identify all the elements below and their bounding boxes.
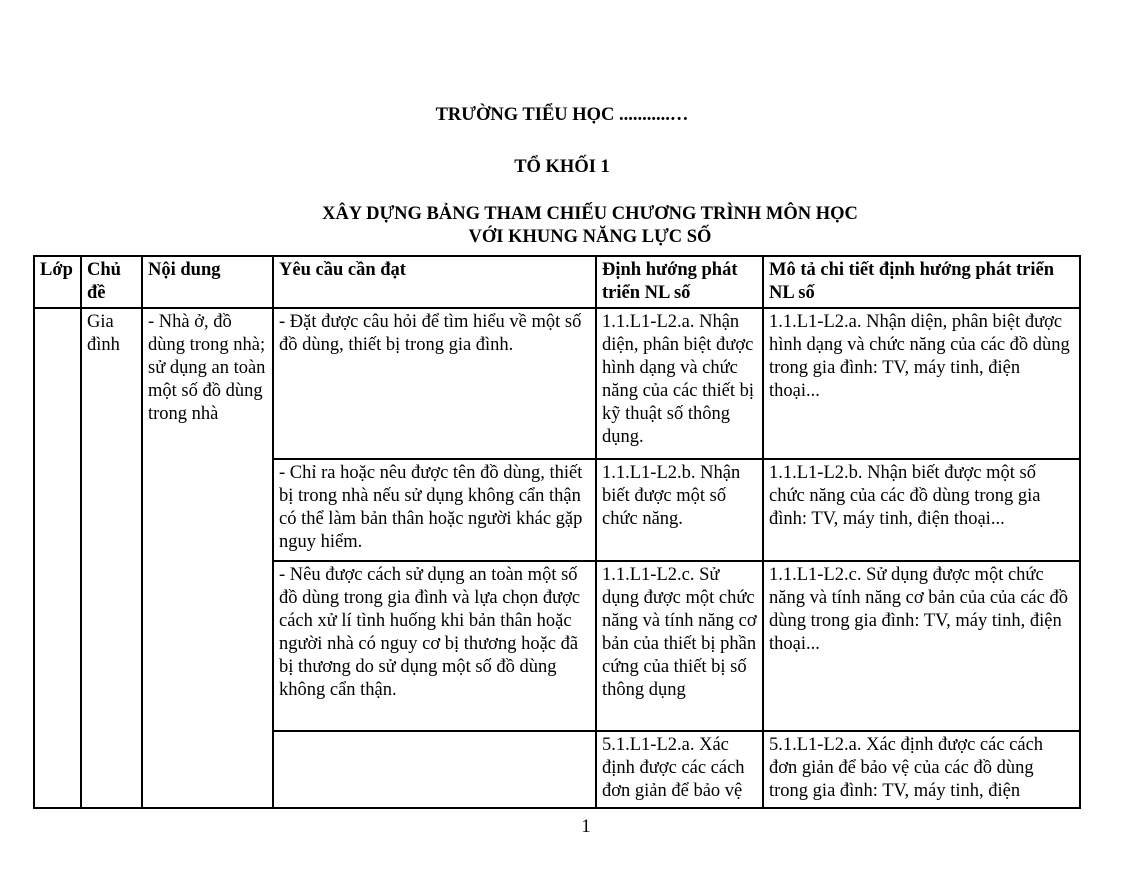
main-title-line1: XÂY DỰNG BẢNG THAM CHIẾU CHƯƠNG TRÌNH MÔN HỌC [322,204,858,224]
main-title [28,203,1124,249]
table-header-row [34,256,1080,308]
cell-mo-ta: 1.1.L1-L2.c. Sử dụng được một chức năng và tính năng cơ bản của của các đồ dùng trong gia đình: TV, máy tinh, điện thoại... [763,561,1080,731]
table-row [34,308,1080,459]
column-header-noi-dung: Nội dung [142,256,273,308]
column-header-chu-de: Chủ đề [81,256,142,308]
page-number: 1 [581,817,591,837]
column-header-mo-ta: Mô tả chi tiết định hướng phát triển NL số [763,256,1080,308]
school-name-title: TRƯỜNG TIỂU HỌC ...........… [435,105,689,125]
cell-lop [34,308,81,808]
main-title-line2: VỚI KHUNG NĂNG LỰC SỐ [468,227,712,247]
column-header-yeu-cau: Yêu cầu cần đạt [273,256,596,308]
cell-dinh-huong: 5.1.L1-L2.a. Xác định được các cách đơn giản để bảo vệ [596,731,763,808]
cell-yeu-cau: - Chỉ ra hoặc nêu được tên đồ dùng, thiết bị trong nhà nếu sử dụng không cẩn thận có thể làm bản thân hoặc người khác gặp nguy hiểm. [273,459,596,561]
cell-yeu-cau: - Nêu được cách sử dụng an toàn một số đồ dùng trong gia đình và lựa chọn được cách xử lí tình huống khi bản thân hoặc người nhà có nguy cơ bị thương hoặc đã bị thương do sử dụng một số đồ dùng không cẩn thận. [273,561,596,731]
column-header-lop: Lớp [34,256,81,308]
cell-chu-de: Gia đình [81,308,142,808]
cell-dinh-huong: 1.1.L1-L2.a. Nhận diện, phân biệt được hình dạng và chức năng của các thiết bị kỹ thuật số thông dụng. [596,308,763,459]
cell-dinh-huong: 1.1.L1-L2.c. Sử dụng được một chức năng và tính năng cơ bản của thiết bị phần cứng của thiết bị số thông dụng [596,561,763,731]
cell-mo-ta: 1.1.L1-L2.a. Nhận diện, phân biệt được hình dạng và chức năng của các đồ dùng trong gia đình: TV, máy tinh, điện thoại... [763,308,1080,459]
column-header-dinh-huong: Định hướng phát triển NL số [596,256,763,308]
cell-dinh-huong: 1.1.L1-L2.b. Nhận biết được một số chức năng. [596,459,763,561]
cell-mo-ta: 5.1.L1-L2.a. Xác định được các cách đơn giản để bảo vệ của các đồ dùng trong gia đình: TV, máy tinh, điện [763,731,1080,808]
cell-noi-dung: - Nhà ở, đồ dùng trong nhà; sử dụng an toàn một số đồ dùng trong nhà [142,308,273,808]
cell-yeu-cau: - Đặt được câu hỏi để tìm hiểu về một số đồ dùng, thiết bị trong gia đình. [273,308,596,459]
group-title: TỔ KHỐI 1 [514,157,610,177]
reference-table [33,255,1081,809]
cell-yeu-cau [273,731,596,808]
cell-mo-ta: 1.1.L1-L2.b. Nhận biết được một số chức năng của các đồ dùng trong gia đình: TV, máy tinh, điện thoại... [763,459,1080,561]
